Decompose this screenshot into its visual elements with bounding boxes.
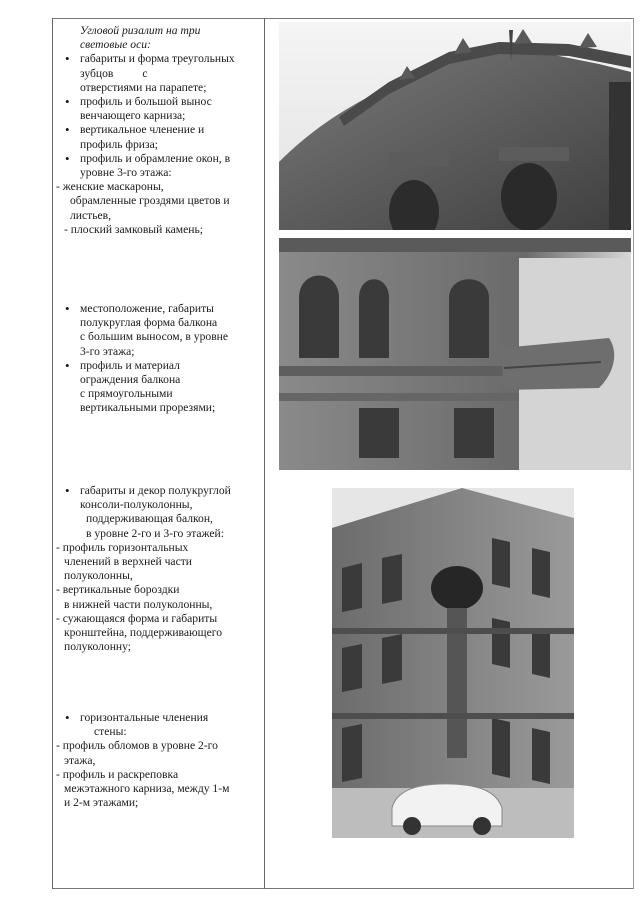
s2-bullet-2-line-1: • профиль и материал [56,359,264,373]
s3-bullet-line-4: в уровне 2-го и 3-го этажей: [86,526,224,540]
s1-dash-3: листьев, [70,208,112,222]
s4-dash-4: межэтажного карниза, между 1-м [64,782,230,796]
s2-bullet-2-line-3: с прямоугольными [80,387,173,401]
s1-bullet-1-line-1: • габариты и форма треугольных [56,52,264,66]
s3-dash-2: членений в верхней части [64,555,192,569]
s2-bullet-2-line-4: вертикальными прорезями; [80,401,216,415]
s1-dash-2: обрамленные гроздями цветов и [70,194,230,208]
s3-dash-3: полуколонны, [64,569,133,583]
s3-bullet-line-1: • габариты и декор полукруглой [56,484,264,498]
corner-risalit-photo [279,22,631,230]
s3-bullet-line-2: консоли-полуколонны, [80,498,193,512]
building-corner-photo [332,488,574,838]
s4-bullet-line-1: • горизонтальные членения [56,711,264,725]
s1-bullet-1-line-3: отверстиями на парапете; [80,80,207,94]
table-column-divider [264,18,265,889]
s3-dash-7: кронштейна, поддерживающего [64,626,223,640]
section-1-title-line-1: Угловой ризалит на три [80,24,201,37]
s1-bullet-3-line-2: профиль фриза; [80,137,158,151]
balcony-photo [279,238,631,470]
s1-bullet-2-line-2: венчающего карниза; [80,109,186,123]
s2-bullet-1-line-2: полукруглая форма балкона [80,316,218,330]
s1-bullet-2-line-1: • профиль и большой вынос [56,95,264,109]
s3-bullet-line-3: поддерживающая балкон, [86,512,213,526]
s4-dash-3: - профиль и раскреповка [56,767,179,781]
s4-dash-1: - профиль обломов в уровне 2-го [56,739,218,753]
s2-bullet-2-line-2: ограждения балкона [80,373,181,387]
s2-bullet-1-line-4: 3-го этажа; [80,344,135,358]
section-1-title-line-2: световые оси: [80,38,151,52]
table-left-border [52,18,53,889]
s1-bullet-1-line-2: зубцов с [80,66,148,80]
s1-bullet-3-line-1: • вертикальное членение и [56,123,264,137]
s3-dash-8: полуколонну; [64,640,131,654]
s1-bullet-4-line-2: уровне 3-го этажа: [80,166,172,180]
s4-dash-2: этажа, [64,753,96,767]
s1-dash-1: - женские маскароны, [56,180,164,194]
s4-dash-5: и 2-м этажами; [64,796,139,810]
section-2-text [56,302,264,416]
section-3-text [56,484,264,654]
s2-bullet-1-line-3: с большим выносом, в уровне [80,330,229,344]
section-4-text [56,711,264,810]
s3-dash-1: - профиль горизонтальных [56,540,189,554]
s3-dash-5: в нижней части полуколонны, [64,597,213,611]
section-1-text [56,24,264,237]
s3-dash-4: - вертикальные бороздки [56,583,180,597]
s1-dash-4: - плоский замковый камень; [64,222,203,236]
s1-bullet-4-line-1: • профиль и обрамление окон, в [56,152,264,166]
s3-dash-6: - сужающаяся форма и габариты [56,611,218,625]
s4-bullet-line-2: стены: [94,725,127,739]
table-right-border [633,18,634,889]
s2-bullet-1-line-1: • местоположение, габариты [56,302,264,316]
